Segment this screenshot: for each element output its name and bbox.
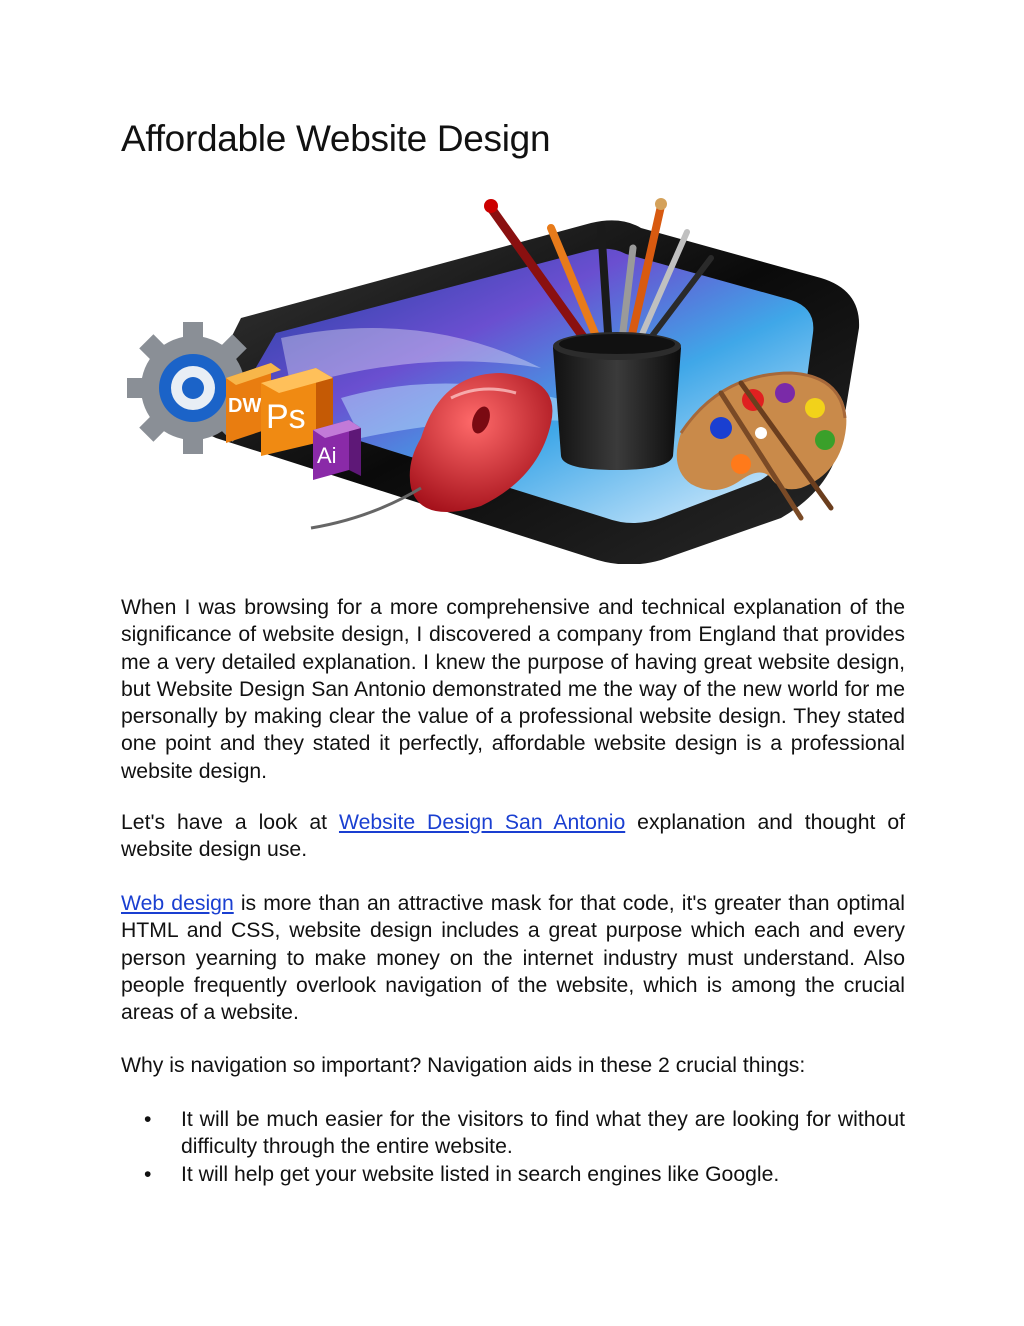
list-item — [121, 1161, 905, 1188]
paragraph-2-lead: Let's have a look at — [121, 811, 339, 834]
illustrator-box-icon — [313, 420, 361, 480]
paragraph-2 — [121, 809, 905, 864]
svg-text:DW: DW — [228, 395, 262, 417]
hero-illustration — [121, 188, 876, 564]
svg-text:Ps: Ps — [266, 398, 306, 436]
svg-text:Ai: Ai — [317, 443, 337, 468]
paragraph-3-tail: is more than an attractive mask for that code, it's greater than optimal HTML and CSS, website design includes a great purpose which each and every person yearning to make money on the internet industry must understand. Also people frequently overlook navigation of the website, which is among the crucial areas of a website. — [121, 892, 905, 1025]
paragraph-1: When I was browsing for a more comprehensive and technical explanation of the significance of website design, I discovered a company from England that provides me a very detailed explanation. I knew the purpose of having great website design, but Website Design San Antonio demonstrated me the way of the new world for me personally by making clear the value of a professional website design. They stated one point and they stated it perfectly, affordable website design is a professional website design. — [121, 596, 905, 783]
bullet-icon: • — [144, 1162, 152, 1186]
list-item-text: It will be much easier for the visitors to find what they are looking for without difficulty through the entire website. — [181, 1108, 905, 1159]
web-design-link[interactable]: Web design — [121, 892, 234, 915]
list-item — [121, 1106, 905, 1161]
bullet-icon: • — [144, 1108, 152, 1131]
website-design-san-antonio-link[interactable]: Website Design San Antonio — [338, 811, 626, 834]
paragraph-2-tail: explanation and thought of website design use. — [121, 811, 906, 862]
paragraph-3 — [121, 890, 905, 1026]
paragraph-4: Why is navigation so important? Navigation aids in these 2 crucial things: — [121, 1054, 806, 1077]
page-title: Affordable Website Design — [121, 118, 551, 159]
bullet-list — [121, 1106, 905, 1188]
list-item-text: It will help get your website listed in search engines like Google. — [181, 1162, 780, 1186]
